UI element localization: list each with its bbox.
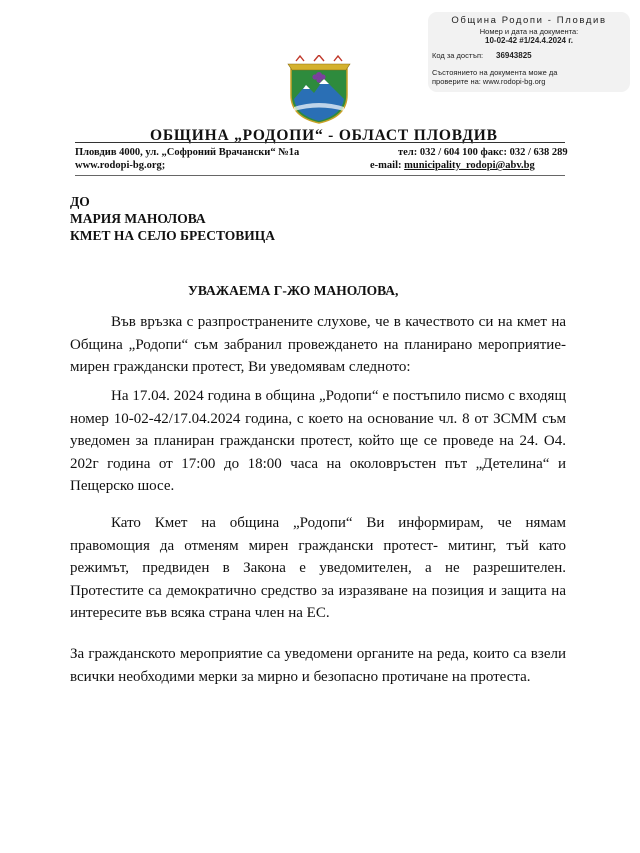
stamp-state-text xyxy=(432,68,557,86)
letterhead-phones: тел: 032 / 604 100 факс: 032 / 638 289 xyxy=(398,147,568,158)
paragraph-4: За гражданското мероприятие са уведомени органите на реда, които са взели всички необходими мерки за мирно и безопасно протичане на протеста. xyxy=(70,646,566,685)
email-label: e-mail: xyxy=(370,160,402,171)
salutation: УВАЖАЕМА Г-ЖО МАНОЛОВА, xyxy=(188,283,399,298)
stamp-state-line2: проверите на: www.rodopi-bg.org xyxy=(432,77,546,86)
stamp-access-code: 36943825 xyxy=(496,51,532,60)
addressee-name: МАРИЯ МАНОЛОВА xyxy=(70,211,206,226)
letterhead-address: Пловдив 4000, ул. „Софроний Врачански“ №1а xyxy=(75,147,300,158)
registration-stamp xyxy=(428,12,630,92)
letterhead-website[interactable]: www.rodopi-bg.org; xyxy=(75,160,166,171)
letterhead-title: ОБЩИНА „РОДОПИ“ - ОБЛАСТ ПЛОВДИВ xyxy=(150,127,498,144)
stamp-reg-number: 10-02-42 #1/24.4.2024 г. xyxy=(485,36,573,45)
paragraph-1: Във връзка с разпространените слухове, че в качеството си на кмет на Община „Родопи“ съм забранил провеждането на планирано мероприятие- мирен граждански протест, Ви уведомявам следното: xyxy=(70,314,566,375)
addressee-to: ДО xyxy=(70,194,90,209)
paragraph-3: Като Кмет на община „Родопи“ Ви информирам, че нямам правомощия да отменям мирен граждански протест- митинг, тъй като режимът, предвиден в Закона е уведомителен, а не разрешителен. Протестите са демократично средство за изразяване на позиция и защита на интересите във всяка страна член на ЕС. xyxy=(70,515,566,621)
coat-of-arms-icon xyxy=(286,55,352,125)
stamp-subtitle: Номер и дата на документа: xyxy=(479,27,579,36)
stamp-code-label: Код за достъп: xyxy=(432,51,484,60)
stamp-state-line1: Състоянието на документа може да xyxy=(432,68,558,77)
paragraph-2: На 17.04. 2024 година в община „Родопи“ е постъпило писмо с входящ номер 10-02-42/17.04.2024 година, с което на основание чл. 8 от ЗСММ съм уведомен за планиран граждански протест, който ще се проведе на 24. О4. 202г година от 17:00 до 18:00 часа на околовръстен път „Детелина“ и Пещерско шосе. xyxy=(70,388,566,494)
letterhead-email-line xyxy=(370,160,535,171)
addressee-title: КМЕТ НА СЕЛО БРЕСТОВИЦА xyxy=(70,228,276,243)
stamp-title: Община Родопи - Пловдив xyxy=(451,15,607,26)
email-link[interactable]: municipality_rodopi@abv.bg xyxy=(404,160,535,171)
letterhead-divider xyxy=(75,142,565,143)
letterhead-bottom-divider xyxy=(75,175,565,176)
